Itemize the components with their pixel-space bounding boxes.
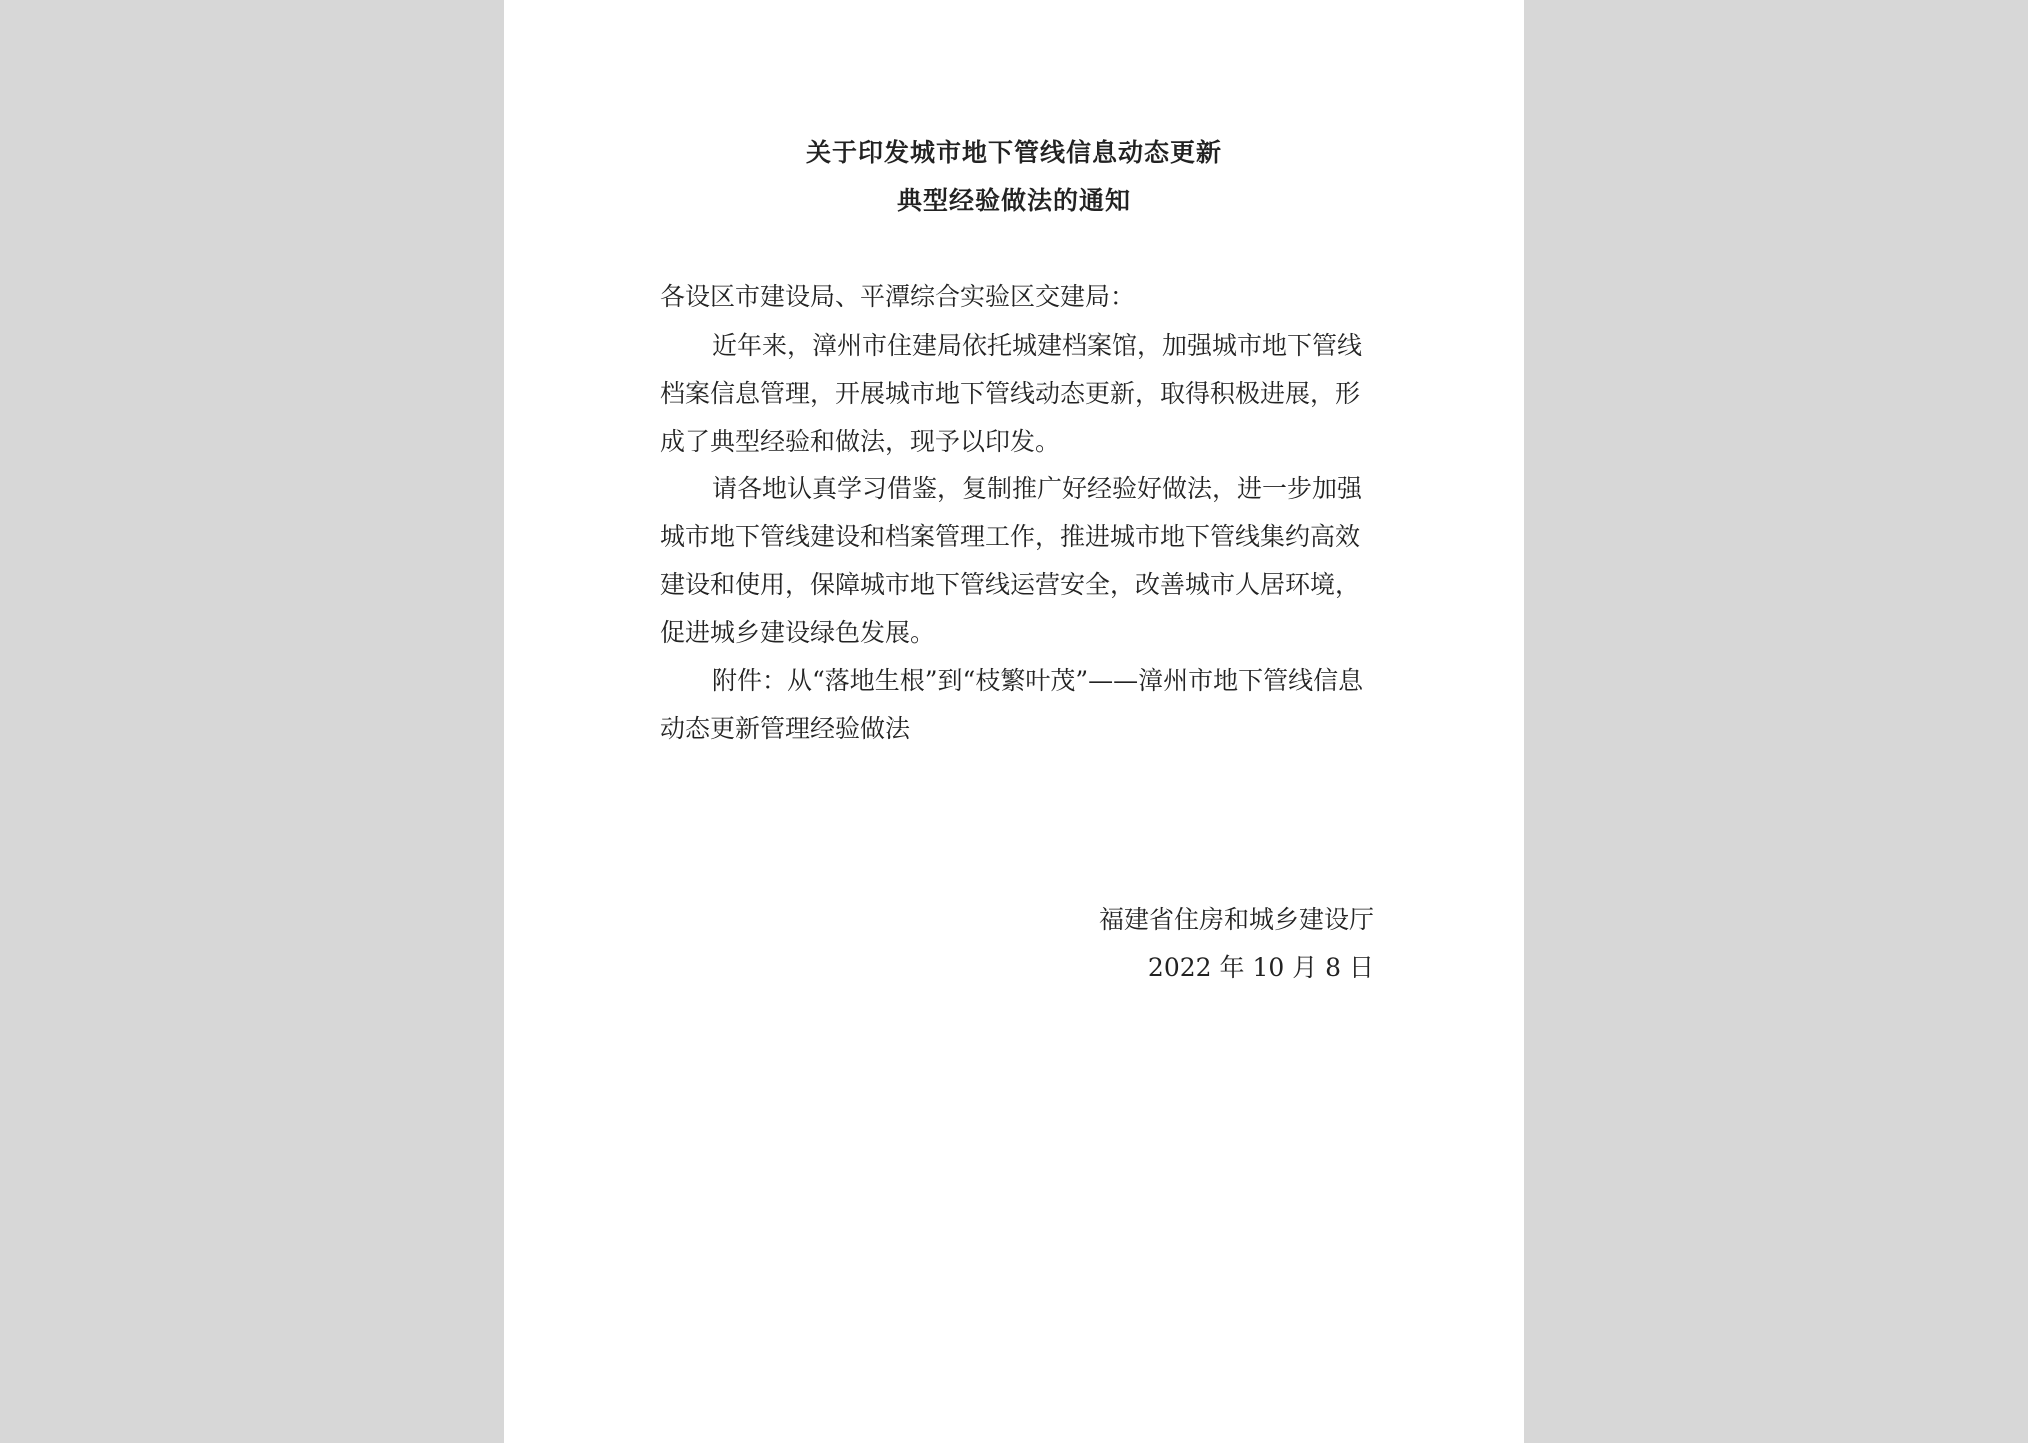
- paragraph-request: 请各地认真学习借鉴，复制推广好经验好做法，进一步加强城市地下管线建设和档案管理工作，推进城市地下管线集约高效建设和使用，保障城市地下管线运营安全，改善城市人居环境，促进城乡建设绿色发展。: [660, 474, 1363, 647]
- signature-organization: 福建省住房和城乡建设厅: [1098, 905, 1374, 934]
- document-title-line-2: 典型经验做法的通知: [896, 186, 1131, 215]
- document-title-line-1: 关于印发城市地下管线信息动态更新: [805, 138, 1222, 167]
- paragraph-attachment: 附件：从“落地生根”到“枝繁叶茂”——漳州市地下管线信息动态更新管理经验做法: [660, 666, 1364, 743]
- document-page: [504, 0, 1524, 1443]
- paragraph-intro: 近年来，漳州市住建局依托城建档案馆，加强城市地下管线档案信息管理，开展城市地下管线动态更新，取得积极进展，形成了典型经验和做法，现予以印发。: [660, 331, 1363, 456]
- signature-date: 2022 年 10 月 8 日: [1147, 953, 1374, 982]
- salutation: 各设区市建设局、平潭综合实验区交建局：: [660, 282, 1136, 311]
